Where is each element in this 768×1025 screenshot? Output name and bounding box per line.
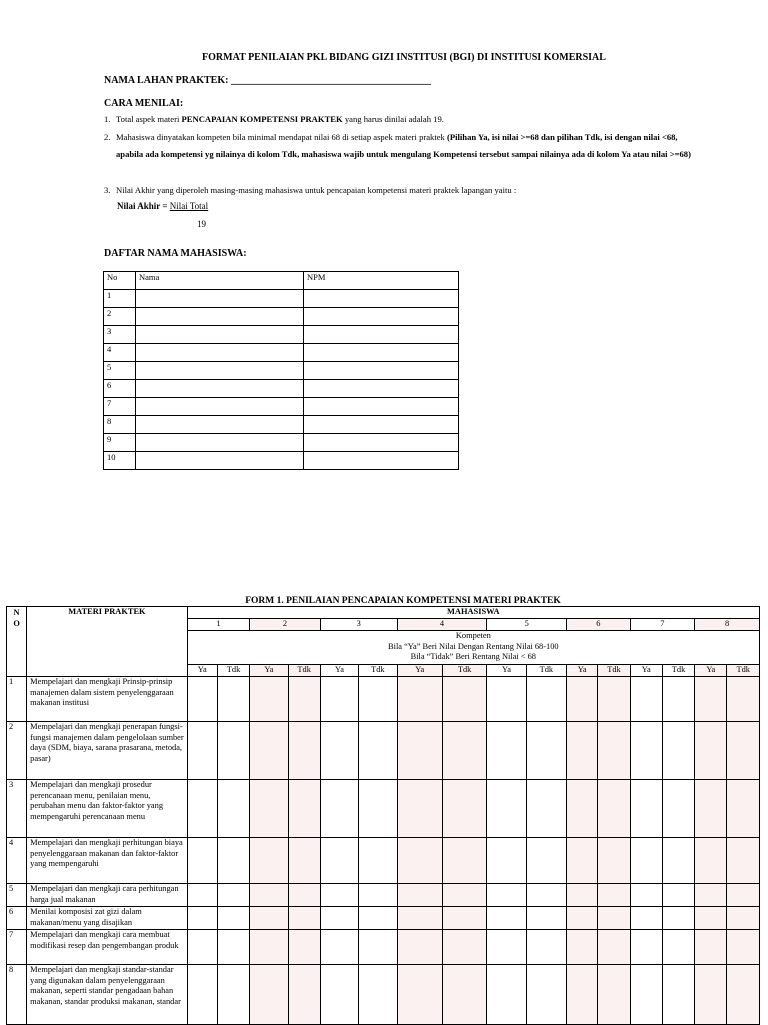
tdk-header: Tdk — [217, 665, 249, 677]
table-row: 3 — [104, 326, 459, 344]
formula-numerator: Nilai Total — [169, 201, 209, 211]
materi-text: Menilai komposisi zat gizi dalam makanan/menu yang disajikan — [27, 907, 187, 930]
formula-denominator: 19 — [197, 219, 206, 229]
ya-score-cell[interactable] — [187, 838, 217, 884]
ya-score-cell[interactable] — [695, 907, 727, 930]
tdk-score-cell[interactable] — [359, 930, 397, 965]
table-row — [7, 907, 760, 930]
ya-score-cell[interactable] — [250, 677, 288, 722]
ya-score-cell[interactable] — [397, 907, 442, 930]
tdk-score-cell[interactable] — [727, 780, 760, 838]
instruction-item-2: 2. Mahasiswa dinyatakan kompeten bila minimal mendapat nilai 68 di setiap aspek materi praktek (Pilihan Ya, isi nilai >=68 dan pilihan Tdk, isi dengan nilai <68, apabila ada kompetensi yg nilainya di kolom Tdk, mahasiswa wajib untuk mengulang Kompetensi tersebut sampai nilainya ada di kolom Ya atau nilai >=68) — [104, 132, 691, 159]
student-number: 1 — [187, 619, 250, 631]
row-number: 6 — [7, 907, 27, 930]
tdk-score-cell[interactable] — [359, 907, 397, 930]
tdk-score-cell[interactable] — [526, 722, 566, 780]
ya-score-cell[interactable] — [187, 965, 217, 1025]
student-number: 3 — [320, 619, 397, 631]
ya-score-cell[interactable] — [250, 722, 288, 780]
ya-score-cell[interactable] — [630, 930, 662, 965]
materi-text: Mempelajari dan mengkaji prosedur perencanaan menu, penilaian menu, perubahan menu dan faktor-faktor yang mempengaruhi perencanaan menu — [27, 780, 187, 838]
ya-score-cell[interactable] — [695, 930, 727, 965]
instruction-item-3: 3. Nilai Akhir yang diperoleh masing-masing mahasiswa untuk pencapaian kompetensi materi praktek lapangan yaitu : — [104, 185, 517, 195]
nama-cell[interactable] — [136, 362, 304, 380]
ya-score-cell[interactable] — [250, 907, 288, 930]
tdk-score-cell[interactable] — [288, 884, 320, 907]
tdk-score-cell[interactable] — [442, 677, 486, 722]
npm-cell[interactable] — [304, 452, 459, 470]
table-row — [7, 838, 760, 884]
tdk-score-cell[interactable] — [727, 884, 760, 907]
nama-cell[interactable] — [136, 380, 304, 398]
table-row: 8 — [104, 416, 459, 434]
tdk-header: Tdk — [662, 665, 694, 677]
ya-score-cell[interactable] — [320, 965, 358, 1025]
tdk-header: Tdk — [442, 665, 486, 677]
tdk-header: Tdk — [288, 665, 320, 677]
table-row — [7, 884, 760, 907]
row-number: 8 — [7, 965, 27, 1025]
tdk-score-cell[interactable] — [442, 930, 486, 965]
daftar-nama-heading: DAFTAR NAMA MAHASISWA: — [104, 248, 247, 259]
tdk-score-cell[interactable] — [598, 930, 630, 965]
tdk-score-cell[interactable] — [442, 965, 486, 1025]
tdk-score-cell[interactable] — [217, 930, 249, 965]
table-row: 4 — [104, 344, 459, 362]
ya-score-cell[interactable] — [630, 965, 662, 1025]
document-title: FORMAT PENILAIAN PKL BIDANG GIZI INSTITUSI (BGI) DI INSTITUSI KOMERSIAL — [202, 52, 606, 63]
npm-cell[interactable] — [304, 326, 459, 344]
npm-cell[interactable] — [304, 398, 459, 416]
row-number: 3 — [7, 780, 27, 838]
tdk-score-cell[interactable] — [217, 722, 249, 780]
tdk-score-cell[interactable] — [598, 780, 630, 838]
ya-header: Ya — [630, 665, 662, 677]
ya-score-cell[interactable] — [567, 965, 598, 1025]
tdk-header: Tdk — [727, 665, 760, 677]
tdk-score-cell[interactable] — [359, 965, 397, 1025]
ya-header: Ya — [487, 665, 526, 677]
tdk-score-cell[interactable] — [442, 722, 486, 780]
header-npm: NPM — [304, 272, 459, 290]
ya-score-cell[interactable] — [187, 884, 217, 907]
materi-text: Mempelajari dan mengkaji Prinsip-prinsip manajemen dalam sistem penyelenggaraan makanan institusi — [27, 677, 187, 722]
table-header-row — [104, 272, 459, 290]
table-row: 6 — [104, 380, 459, 398]
nama-cell[interactable] — [136, 344, 304, 362]
tdk-header: Tdk — [598, 665, 630, 677]
tdk-score-cell[interactable] — [288, 677, 320, 722]
ya-score-cell[interactable] — [250, 780, 288, 838]
nama-cell[interactable] — [136, 308, 304, 326]
ya-score-cell[interactable] — [187, 722, 217, 780]
tdk-score-cell[interactable] — [727, 838, 760, 884]
materi-text: Mempelajari dan mengkaji standar-standar yang digunakan dalam penyelenggaraan makanan, seperti standar pengadaan bahan makanan, standar produksi makanan, standar — [27, 965, 187, 1025]
tdk-score-cell[interactable] — [727, 965, 760, 1025]
ya-score-cell[interactable] — [320, 884, 358, 907]
ya-header: Ya — [250, 665, 288, 677]
ya-score-cell[interactable] — [187, 780, 217, 838]
ya-score-cell[interactable] — [695, 780, 727, 838]
ya-score-cell[interactable] — [397, 780, 442, 838]
ya-score-cell[interactable] — [487, 930, 526, 965]
student-number: 4 — [397, 619, 487, 631]
table-row — [7, 780, 760, 838]
tdk-score-cell[interactable] — [217, 884, 249, 907]
nilai-akhir-formula: Nilai Akhir = Nilai Total — [117, 201, 209, 211]
tdk-score-cell[interactable] — [288, 930, 320, 965]
ya-score-cell[interactable] — [397, 884, 442, 907]
row-number: 5 — [7, 884, 27, 907]
ya-score-cell[interactable] — [630, 884, 662, 907]
ya-score-cell[interactable] — [250, 930, 288, 965]
tdk-score-cell[interactable] — [442, 780, 486, 838]
materi-text: Mempelajari dan mengkaji cara membuat modifikasi resep dan pengembangan produk — [27, 930, 187, 965]
tdk-score-cell[interactable] — [662, 907, 694, 930]
ya-score-cell[interactable] — [487, 677, 526, 722]
table-row: 5 — [104, 362, 459, 380]
tdk-score-cell[interactable] — [526, 907, 566, 930]
tdk-score-cell[interactable] — [526, 780, 566, 838]
ya-score-cell[interactable] — [630, 677, 662, 722]
npm-cell[interactable] — [304, 308, 459, 326]
ya-score-cell[interactable] — [320, 838, 358, 884]
tdk-header: Tdk — [359, 665, 397, 677]
ya-score-cell[interactable] — [397, 965, 442, 1025]
cara-menilai-heading: CARA MENILAI: — [104, 98, 184, 109]
tdk-score-cell[interactable] — [359, 884, 397, 907]
ya-score-cell[interactable] — [695, 722, 727, 780]
ya-score-cell[interactable] — [320, 677, 358, 722]
tdk-score-cell[interactable] — [598, 965, 630, 1025]
tdk-score-cell[interactable] — [288, 965, 320, 1025]
ya-score-cell[interactable] — [567, 780, 598, 838]
ya-score-cell[interactable] — [187, 907, 217, 930]
ya-score-cell[interactable] — [695, 884, 727, 907]
student-number: 2 — [250, 619, 321, 631]
student-number: 6 — [567, 619, 631, 631]
nama-cell[interactable] — [136, 434, 304, 452]
materi-text: Mempelajari dan mengkaji penerapan fungsi-fungsi manajemen dalam pengelolaan sumber daya (SDM, biaya, sarana prasarana, metoda, pasar) — [27, 722, 187, 780]
ya-score-cell[interactable] — [567, 722, 598, 780]
ya-score-cell[interactable] — [487, 722, 526, 780]
nama-lahan-label: NAMA LAHAN PRAKTEK: ________________________________________ — [104, 75, 431, 86]
ya-score-cell[interactable] — [187, 930, 217, 965]
header-materi: MATERI PRAKTEK — [27, 607, 187, 677]
tdk-score-cell[interactable] — [288, 722, 320, 780]
npm-cell[interactable] — [304, 416, 459, 434]
nama-cell[interactable] — [136, 326, 304, 344]
tdk-score-cell[interactable] — [526, 884, 566, 907]
ya-header: Ya — [695, 665, 727, 677]
tdk-score-cell[interactable] — [526, 838, 566, 884]
tdk-score-cell[interactable] — [662, 838, 694, 884]
ya-score-cell[interactable] — [250, 884, 288, 907]
tdk-score-cell[interactable] — [217, 838, 249, 884]
tdk-score-cell[interactable] — [217, 677, 249, 722]
tdk-score-cell[interactable] — [217, 907, 249, 930]
ya-score-cell[interactable] — [397, 677, 442, 722]
tdk-score-cell[interactable] — [727, 907, 760, 930]
materi-text: Mempelajari dan mengkaji perhitungan biaya penyelenggaraan makanan dan faktor-faktor yang mempengaruhi — [27, 838, 187, 884]
tdk-score-cell[interactable] — [598, 838, 630, 884]
ya-score-cell[interactable] — [487, 780, 526, 838]
ya-score-cell[interactable] — [567, 930, 598, 965]
table-row: 1 — [104, 290, 459, 308]
tdk-score-cell[interactable] — [598, 884, 630, 907]
tdk-score-cell[interactable] — [662, 722, 694, 780]
tdk-score-cell[interactable] — [727, 722, 760, 780]
tdk-score-cell[interactable] — [662, 884, 694, 907]
tdk-score-cell[interactable] — [598, 677, 630, 722]
ya-score-cell[interactable] — [187, 677, 217, 722]
table-row — [7, 677, 760, 722]
tdk-score-cell[interactable] — [662, 930, 694, 965]
ya-score-cell[interactable] — [630, 838, 662, 884]
table-row: 2 — [104, 308, 459, 326]
ya-score-cell[interactable] — [567, 677, 598, 722]
row-number: 1 — [7, 677, 27, 722]
npm-cell[interactable] — [304, 290, 459, 308]
tdk-score-cell[interactable] — [288, 780, 320, 838]
assessment-table — [6, 606, 760, 1025]
tdk-score-cell[interactable] — [598, 722, 630, 780]
ya-score-cell[interactable] — [630, 722, 662, 780]
student-list-table — [103, 271, 459, 470]
student-number: 5 — [487, 619, 567, 631]
nama-cell[interactable] — [136, 398, 304, 416]
tdk-score-cell[interactable] — [442, 838, 486, 884]
tdk-score-cell[interactable] — [526, 677, 566, 722]
ya-score-cell[interactable] — [250, 838, 288, 884]
ya-score-cell[interactable] — [695, 965, 727, 1025]
tdk-header: Tdk — [526, 665, 566, 677]
tdk-score-cell[interactable] — [359, 722, 397, 780]
ya-score-cell[interactable] — [487, 907, 526, 930]
tdk-score-cell[interactable] — [288, 907, 320, 930]
nama-cell[interactable] — [136, 452, 304, 470]
npm-cell[interactable] — [304, 344, 459, 362]
npm-cell[interactable] — [304, 380, 459, 398]
tdk-score-cell[interactable] — [442, 884, 486, 907]
tdk-score-cell[interactable] — [727, 930, 760, 965]
kompeten-note: Kompeten Bila “Ya” Beri Nilai Dengan Rentang Nilai 68-100 Bila “Tidak” Beri Rentang Nilai < 68 — [187, 631, 759, 665]
table-row — [7, 722, 760, 780]
header-no: N O — [7, 607, 27, 677]
ya-score-cell[interactable] — [250, 965, 288, 1025]
ya-score-cell[interactable] — [487, 884, 526, 907]
tdk-score-cell[interactable] — [662, 780, 694, 838]
ya-score-cell[interactable] — [695, 838, 727, 884]
tdk-score-cell[interactable] — [359, 677, 397, 722]
ya-score-cell[interactable] — [630, 780, 662, 838]
ya-header: Ya — [567, 665, 598, 677]
tdk-score-cell[interactable] — [288, 838, 320, 884]
tdk-score-cell[interactable] — [662, 965, 694, 1025]
tdk-score-cell[interactable] — [526, 965, 566, 1025]
ya-score-cell[interactable] — [487, 965, 526, 1025]
ya-header: Ya — [320, 665, 358, 677]
tdk-score-cell[interactable] — [598, 907, 630, 930]
tdk-score-cell[interactable] — [526, 930, 566, 965]
tdk-score-cell[interactable] — [217, 965, 249, 1025]
table-row — [7, 965, 760, 1025]
ya-score-cell[interactable] — [397, 930, 442, 965]
tdk-score-cell[interactable] — [359, 838, 397, 884]
tdk-score-cell[interactable] — [442, 907, 486, 930]
tdk-score-cell[interactable] — [359, 780, 397, 838]
nama-cell[interactable] — [136, 416, 304, 434]
ya-header: Ya — [397, 665, 442, 677]
ya-score-cell[interactable] — [630, 907, 662, 930]
row-number: 7 — [7, 930, 27, 965]
ya-header: Ya — [187, 665, 217, 677]
form-1-title: FORM 1. PENILAIAN PENCAPAIAN KOMPETENSI MATERI PRAKTEK — [245, 596, 561, 606]
ya-score-cell[interactable] — [397, 838, 442, 884]
row-number: 4 — [7, 838, 27, 884]
tdk-score-cell[interactable] — [727, 677, 760, 722]
tdk-score-cell[interactable] — [662, 677, 694, 722]
ya-score-cell[interactable] — [567, 884, 598, 907]
materi-text: Mempelajari dan mengkaji cara perhitungan harga jual makanan — [27, 884, 187, 907]
student-number: 7 — [630, 619, 695, 631]
ya-score-cell[interactable] — [487, 838, 526, 884]
table-row: 7 — [104, 398, 459, 416]
ya-score-cell[interactable] — [320, 722, 358, 780]
student-number: 8 — [695, 619, 760, 631]
ya-score-cell[interactable] — [320, 780, 358, 838]
table-row: 10 — [104, 452, 459, 470]
tdk-score-cell[interactable] — [217, 780, 249, 838]
npm-cell[interactable] — [304, 434, 459, 452]
instruction-item-1: 1. Total aspek materi PENCAPAIAN KOMPETENSI PRAKTEK yang harus dinilai adalah 19. — [104, 114, 444, 124]
table-row: 9 — [104, 434, 459, 452]
ya-score-cell[interactable] — [567, 838, 598, 884]
table-row — [7, 930, 760, 965]
ya-score-cell[interactable] — [567, 907, 598, 930]
header-no: No — [104, 272, 136, 290]
npm-cell[interactable] — [304, 362, 459, 380]
ya-score-cell[interactable] — [320, 907, 358, 930]
header-nama: Nama — [136, 272, 304, 290]
ya-score-cell[interactable] — [397, 722, 442, 780]
ya-score-cell[interactable] — [320, 930, 358, 965]
ya-score-cell[interactable] — [695, 677, 727, 722]
header-mahasiswa: MAHASISWA — [187, 607, 759, 619]
row-number: 2 — [7, 722, 27, 780]
nama-cell[interactable] — [136, 290, 304, 308]
